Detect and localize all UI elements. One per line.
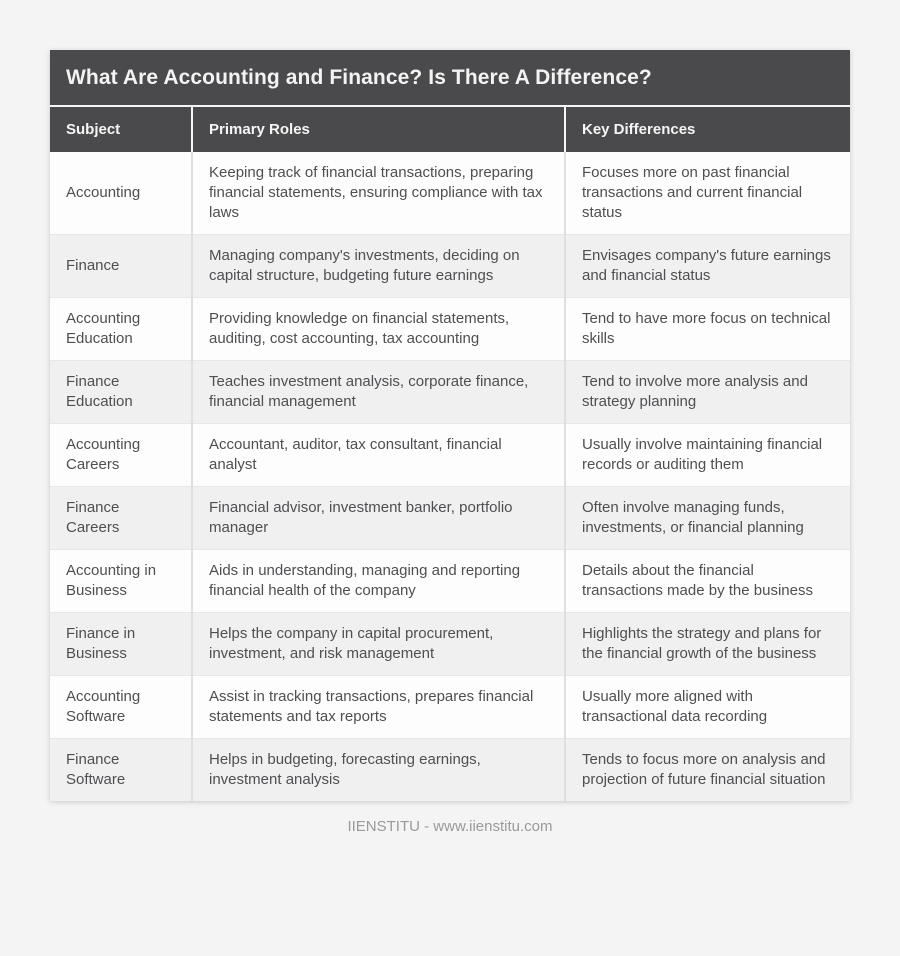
cell-key-differences: Tend to involve more analysis and strategy planning — [565, 361, 850, 424]
cell-key-differences: Tend to have more focus on technical skills — [565, 298, 850, 361]
column-header-subject: Subject — [50, 107, 192, 152]
cell-key-differences: Usually involve maintaining financial records or auditing them — [565, 424, 850, 487]
footer-credit: IIENSTITU - www.iienstitu.com — [347, 818, 553, 835]
cell-key-differences: Highlights the strategy and plans for the financial growth of the business — [565, 613, 850, 676]
column-header-primary-roles: Primary Roles — [192, 107, 565, 152]
cell-subject: Accounting Careers — [50, 424, 192, 487]
cell-subject: Finance — [50, 235, 192, 298]
table-row — [50, 739, 850, 802]
cell-subject: Finance in Business — [50, 613, 192, 676]
cell-primary-roles: Managing company's investments, deciding on capital structure, budgeting future earnings — [192, 235, 565, 298]
cell-primary-roles: Aids in understanding, managing and reporting financial health of the company — [192, 550, 565, 613]
table-row — [50, 361, 850, 424]
cell-subject: Accounting — [50, 152, 192, 235]
table-row — [50, 298, 850, 361]
cell-primary-roles: Providing knowledge on financial statements, auditing, cost accounting, tax accounting — [192, 298, 565, 361]
table-row — [50, 235, 850, 298]
cell-primary-roles: Teaches investment analysis, corporate finance, financial management — [192, 361, 565, 424]
cell-key-differences: Tends to focus more on analysis and projection of future financial situation — [565, 739, 850, 802]
cell-primary-roles: Financial advisor, investment banker, portfolio manager — [192, 487, 565, 550]
table-header-row — [50, 107, 850, 152]
comparison-card — [50, 50, 850, 801]
cell-key-differences: Envisages company's future earnings and financial status — [565, 235, 850, 298]
table-row — [50, 487, 850, 550]
comparison-table — [50, 107, 850, 801]
page-title: What Are Accounting and Finance? Is There A Difference? — [50, 50, 850, 107]
cell-subject: Finance Software — [50, 739, 192, 802]
cell-primary-roles: Accountant, auditor, tax consultant, financial analyst — [192, 424, 565, 487]
cell-key-differences: Usually more aligned with transactional data recording — [565, 676, 850, 739]
table-row — [50, 613, 850, 676]
column-header-key-differences: Key Differences — [565, 107, 850, 152]
cell-primary-roles: Helps in budgeting, forecasting earnings, investment analysis — [192, 739, 565, 802]
table-header — [50, 107, 850, 152]
cell-primary-roles: Assist in tracking transactions, prepares financial statements and tax reports — [192, 676, 565, 739]
table-row — [50, 550, 850, 613]
table-row — [50, 676, 850, 739]
table-row — [50, 152, 850, 235]
cell-primary-roles: Keeping track of financial transactions, preparing financial statements, ensuring compliance with tax laws — [192, 152, 565, 235]
cell-key-differences: Details about the financial transactions made by the business — [565, 550, 850, 613]
table-body — [50, 152, 850, 801]
cell-subject: Finance Education — [50, 361, 192, 424]
cell-subject: Accounting Education — [50, 298, 192, 361]
cell-key-differences: Focuses more on past financial transactions and current financial status — [565, 152, 850, 235]
cell-subject: Finance Careers — [50, 487, 192, 550]
cell-subject: Accounting Software — [50, 676, 192, 739]
cell-key-differences: Often involve managing funds, investments, or financial planning — [565, 487, 850, 550]
table-row — [50, 424, 850, 487]
cell-subject: Accounting in Business — [50, 550, 192, 613]
cell-primary-roles: Helps the company in capital procurement, investment, and risk management — [192, 613, 565, 676]
